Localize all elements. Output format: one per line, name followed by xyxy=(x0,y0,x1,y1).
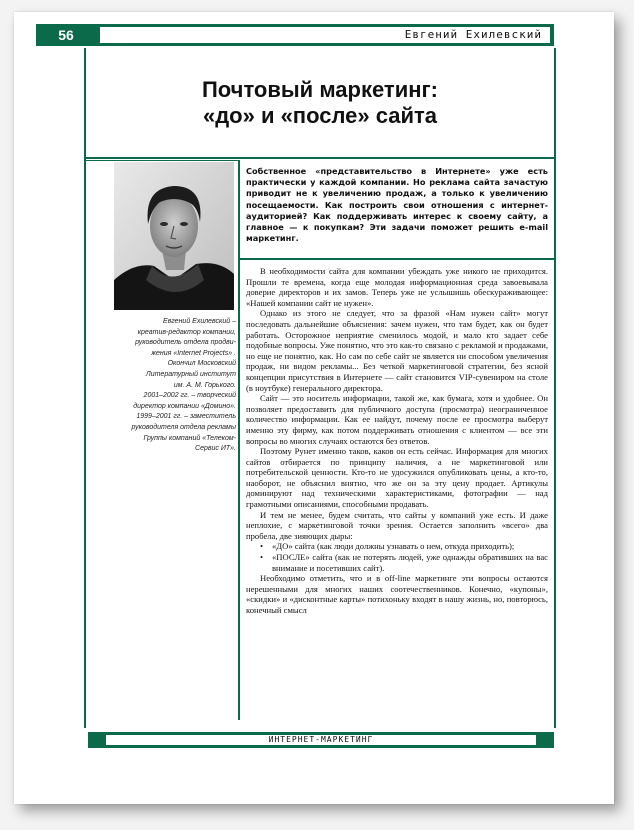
body-paragraph: В необходимости сайта для компании убеждать уже никого не приходится. Прошли те времена, когда еще молодая информационная среда завоевывала доверие директоров и их замов. Теперь уже не услышишь обескураживающее: «Нашей компании сайт не нужен». xyxy=(246,266,548,308)
list-item-text: «ПОСЛЕ» сайта (как не потерять людей, уже однажды обративших на вас внимание и посетивших сайт). xyxy=(272,552,548,573)
caption-line: Сервис ИТ». xyxy=(195,445,236,453)
author-portrait xyxy=(114,162,234,310)
footer-bar xyxy=(88,732,554,748)
caption-line: 1999–2001 гг. – заместитель xyxy=(136,413,236,421)
list-item xyxy=(260,552,548,573)
caption-line: креатив-редактор компании, xyxy=(137,328,236,336)
article-body xyxy=(246,266,548,722)
caption-line: 2001–2002 гг. – творческий xyxy=(143,392,236,400)
caption-line: Окончил Московский xyxy=(167,360,236,368)
section-name: ИНТЕРНЕТ-МАРКЕТИНГ xyxy=(106,735,536,745)
bullet-icon: • xyxy=(260,541,264,552)
bullet-icon: • xyxy=(260,552,264,563)
lead-paragraph: Собственное «представительство в Интернете» уже есть практически у каждой компании. Но реклама сайта зачастую приводит не к увеличению продаж, а только к увеличению посещаемости. Как построить свои отношения с интернет-аудиторией? Как поддерживать интерес к своему сайту, а главное — к покупкам? Эти задачи поможет решить e-mail маркетинг. xyxy=(246,166,548,244)
title-line-2: «до» и «после» сайта xyxy=(202,102,438,128)
left-column-divider xyxy=(86,160,238,161)
list-item xyxy=(260,541,548,552)
author-caption xyxy=(102,317,236,455)
title-line-1: Почтовый маркетинг: xyxy=(201,76,439,102)
body-paragraph: Необходимо отметить, что и в off-line маркетинге эти вопросы остаются нерешенными для многих наших соотечественников. Конечно, «купоны», «скидки» и «дисконтные карты» потихоньку входят в нашу жизнь, но, повторюсь, конечный смысл xyxy=(246,573,548,615)
header-bar xyxy=(36,24,554,46)
caption-line: руководитель отдела продви- xyxy=(135,339,236,347)
body-paragraph: И тем не менее, будем считать, что сайты у компаний уже есть. И даже неплохие, с маркетинговой точки зрения. Остается заполнить «всего» два пробела, две зияющих дыры: xyxy=(246,509,548,541)
portrait-photo-icon xyxy=(114,162,234,310)
header-author: Евгений Ехилевский xyxy=(100,27,550,43)
caption-line: Евгений Ехилевский – xyxy=(162,318,236,325)
body-paragraph: Сайт — это носитель информации, такой же, как бумага, хотя и удобнее. Он позволяет предоставить для публичного доступа (просмотра) неограниченное количество информации. Как ее найдут, почему после ее просмотра выберут именно эту фирму, как потом поддерживать отношения с клиентом — все эти вопросы во многих случаях остаются без ответов. xyxy=(246,393,548,446)
title-divider xyxy=(86,157,554,159)
caption-line: директор компании «Домино». xyxy=(133,402,236,410)
article-title xyxy=(86,48,554,157)
body-paragraph: Однако из этого не следует, что за фразой «Нам нужен сайт» могут последовать дальнейшие объяснения: зачем нужен, что там будет, как он будет работать. Осторожное неприятие сменилось модой, и мало кто задает себе подобные вопросы. Уже понятно, что это как-то связано с рекламой и продажами, но еще не понятно, как. Но сам по себе сайт не является ни способом увеличения продаж, ни видом рекламы... Без четкой маркетинговой стратегии, без ясной концепции присутствия в Интернете — сайт становится VIP-сувениром на столе (в ноутбуке) генерального директора. xyxy=(246,308,548,393)
caption-line: Группы компаний «Телеком- xyxy=(143,434,236,442)
caption-line: Литературный институт xyxy=(145,370,236,378)
caption-line: жения «Internet Projects» . xyxy=(151,349,236,357)
lead-divider xyxy=(240,258,554,260)
list-item-text: «ДО» сайта (как люди должны узнавать о нем, откуда приходить); xyxy=(272,541,515,552)
frame-right-rule xyxy=(554,48,556,728)
magazine-page xyxy=(14,12,614,804)
column-divider xyxy=(238,160,240,720)
caption-line: руководителя отдела рекламы xyxy=(131,423,236,431)
bullet-list xyxy=(246,541,548,573)
body-paragraph: Поэтому Рунет именно таков, каков он есть сейчас. Информация для многих сайтов отбирается по принципу наличия, а не маркетинговой или потребительской ценности. Кто-то не удосужился опубликовать цены, а кто-то, наоборот, не объяснил внятно, что же он за эту цену продает. Артикулы доминируют над техническими характеристиками, фотографии — над грамотными описаниями, способными продавать. xyxy=(246,446,548,510)
caption-line: им. А. М. Горького. xyxy=(173,381,236,389)
page-number: 56 xyxy=(58,27,74,43)
